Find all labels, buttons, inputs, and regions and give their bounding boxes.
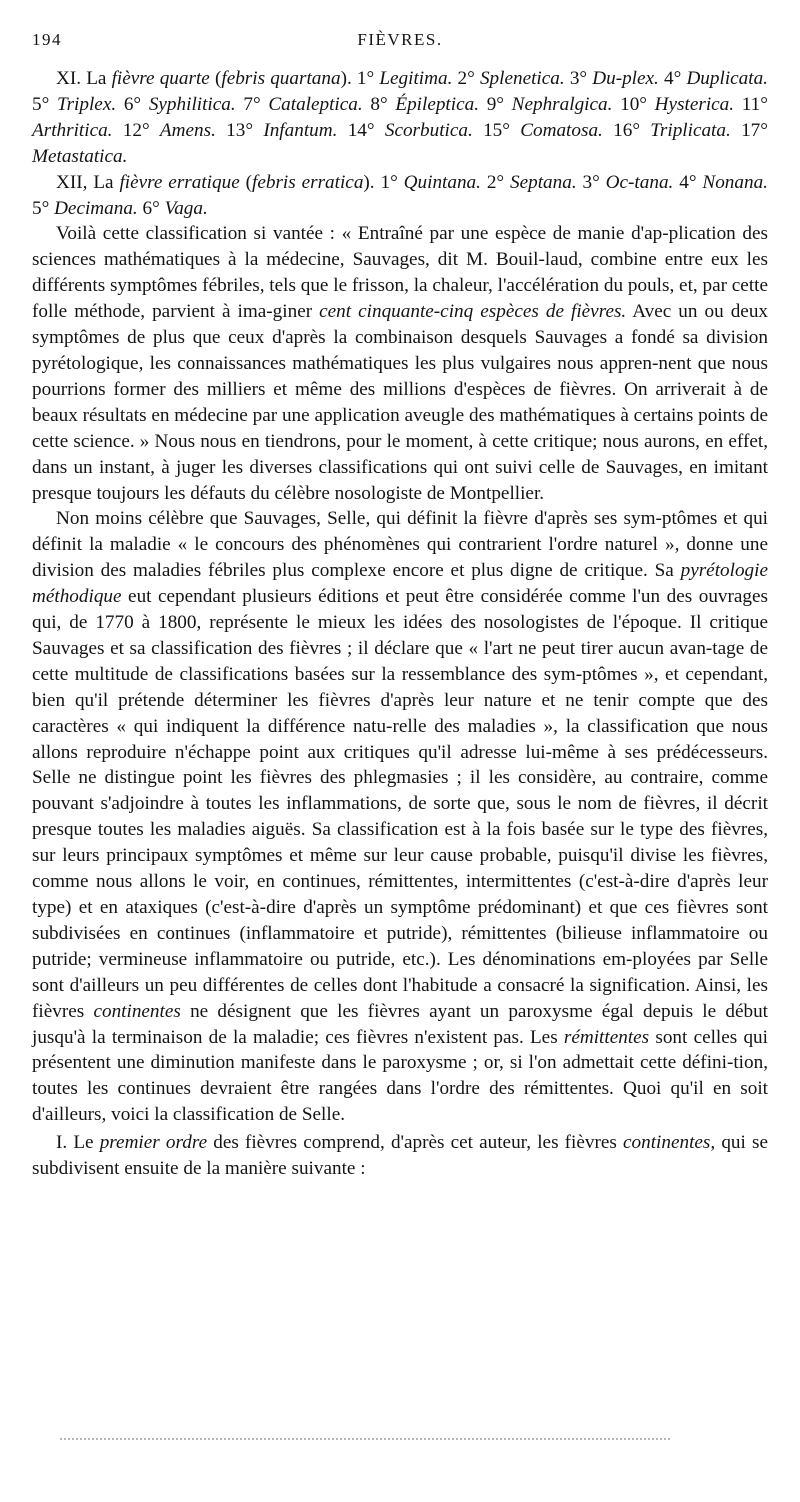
- body-text: [32, 66, 768, 1182]
- text-run: 15°: [472, 119, 521, 141]
- text-run: 3°: [564, 68, 593, 89]
- text-run: (: [209, 68, 222, 89]
- text-run: qui se subdivisent ensuite de la manière suivante :: [32, 1132, 768, 1180]
- text-run: 17°: [730, 119, 768, 141]
- text-run: 14°: [337, 119, 385, 141]
- italic-term: fièvre quarte: [111, 68, 210, 89]
- page-header: [32, 20, 768, 66]
- text-run: 7°: [235, 93, 269, 115]
- text-run: 10°: [612, 93, 655, 115]
- italic-term: Cataleptica.: [268, 93, 363, 115]
- text-run: Avec un ou deux symptômes de plus que ceux d'après la combinaison desquels Sauvages a fondé sa division pyrétologique, les connaissances mathématiques les plus vulgaires nous appren-nent que nous pourrions former des milliers et même des millions d'espèces de fièvres. On arriverait à de beaux résultats en médecine par une application aveugle des mathématiques à certains points de cette science. » Nous nous en tiendrons, pour le moment, à cette critique; nous aurons, en effet, dans un instant, à juger les diverses classifications qui ont suivi celle de Sauvages, en imitant presque toujours les défauts du célèbre nosologiste de Montpellier.: [32, 301, 769, 504]
- text-run: 2°: [480, 171, 510, 193]
- italic-term: cent cinquante-cinq espèces de fièvres.: [319, 301, 627, 323]
- paragraph-critique-sauvages: [32, 221, 768, 506]
- text-run: 4°: [658, 68, 687, 89]
- italic-term: Du-plex.: [592, 68, 659, 89]
- text-run: sont celles qui présentent une diminution manifeste dans le paroxysme ; or, si l'on admettait cette défini-tion, toutes les continues devraient être rangées dans l'ordre des rémittentes. Quoi qu'il en soit d'ailleurs, voici la classification de Selle.: [32, 1026, 768, 1126]
- text-run: ). 1°: [363, 171, 404, 193]
- italic-term: Legitima.: [379, 68, 453, 89]
- text-run: ne désignent que les fièvres ayant un paroxysme égal depuis le début jusqu'à la terminaison de la maladie; ces fièvres n'existent pas. Les: [32, 1000, 768, 1048]
- paragraph-selle: [32, 506, 768, 1128]
- page-number: 194: [32, 30, 62, 49]
- text-run: des fièvres comprend, d'après cet auteur, les fièvres: [207, 1132, 624, 1154]
- section-number: I.: [56, 1132, 68, 1154]
- italic-term: rémittentes: [563, 1026, 650, 1048]
- text-run: 13°: [215, 119, 264, 141]
- paragraph-erratique: [32, 170, 768, 222]
- italic-term: Septana.: [510, 171, 577, 193]
- italic-term: Quintana.: [403, 171, 481, 193]
- italic-term: Arthritica.: [32, 119, 113, 141]
- paragraph-quarte: [32, 66, 768, 170]
- text-run: 6°: [116, 93, 149, 115]
- italic-term: Decimana.: [54, 197, 138, 219]
- book-page: [32, 20, 768, 1482]
- italic-term: Metastatica.: [32, 145, 128, 167]
- text-run: La: [87, 171, 120, 193]
- italic-term: Vaga.: [164, 197, 208, 219]
- italic-term: Infantum.: [263, 119, 338, 141]
- footer-bleed-through: [60, 1438, 670, 1440]
- italic-term: febris erratica: [252, 171, 364, 193]
- text-run: 5°: [32, 93, 57, 115]
- italic-term: pyrétologie méthodique: [32, 560, 768, 608]
- italic-term: Comatosa.: [520, 119, 603, 141]
- text-run: 5°: [32, 197, 55, 219]
- text-run: ). 1°: [340, 68, 380, 89]
- text-run: Le: [67, 1132, 100, 1154]
- text-run: Non moins célèbre que Sauvages, Selle, qui définit la fièvre d'après ses sym-ptômes et qui définit la maladie « le concours des phénomènes qui contrarient l'ordre naturel », donne une division des maladies fébriles plus complexe encore et plus digne de critique. Sa: [32, 508, 768, 582]
- italic-term: Splenetica.: [479, 68, 565, 89]
- text-run: 2°: [452, 68, 480, 89]
- text-run: 11°: [734, 93, 768, 115]
- text-run: 8°: [362, 93, 396, 115]
- text-run: Voilà cette classification si vantée : « Entraîné par une espèce de manie d'ap-plication des sciences mathématiques à la médecine, Sauvages, dit M. Bouil-laud, combine entre eux les différents symptômes fébriles, tels que le frisson, la chaleur, l'accélération du pouls, et, par cette folle méthode, parvient à ima-giner: [32, 223, 769, 323]
- italic-term: Syphilitica.: [148, 93, 236, 115]
- italic-term: Duplicata.: [686, 68, 768, 89]
- text-run: 16°: [602, 119, 651, 141]
- italic-term: febris quartana: [221, 68, 341, 89]
- text-run: La: [81, 68, 112, 89]
- italic-term: fièvre erratique: [119, 171, 240, 193]
- italic-term: continentes,: [623, 1132, 716, 1154]
- text-run: 9°: [479, 93, 512, 115]
- text-run: 4°: [673, 171, 703, 193]
- text-run: 3°: [576, 171, 606, 193]
- section-number: XI.: [56, 68, 82, 89]
- italic-term: Épileptica.: [395, 93, 479, 115]
- text-run: eut cependant plusieurs éditions et peut être considérée comme l'un des ouvrages qui, de 1770 à 1800, représente le mieux les idées des nosologistes de l'époque. Il critique Sauvages et sa classification des fièvres ; il déclare que « l'art ne peut tirer aucun avan-tage de cette multitude de classifications basées sur la ressemblance des sym-ptômes », et cependant, bien qu'il prétende déterminer les fièvres d'après leur nature et ne tenir compte que des caractères « qui indiquent la différence natu-relle des maladies », la classification que nous allons reproduire n'échappe point aux critiques qu'il adresse lui-même à ses prédécesseurs. Selle ne distingue point les fièvres des phlegmasies ; il les considère, au contraire, comme pouvant s'adjoindre à toutes les inflammations, de sorte que, sous le nom de fièvres, il décrit presque toutes les maladies aiguës. Sa classification est à la fois basée sur le type des fièvres, sur leurs principaux symptômes et même sur leur cause probable, puisqu'il divise les fièvres, comme nous allons le voir, en continues, rémittentes, intermittentes (c'est-à-dire d'après leur type) et en ataxiques (c'est-à-dire d'après un symptôme prédominant) et que ces fièvres sont subdivisées en continues (inflammatoire et putride), rémittentes (bilieuse inflammatoire ou putride; vermineuse inflammatoire ou putride, etc.). Les dénominations em-ployées par Selle sont d'ailleurs un peu différentes de celles dont l'habitude a consacré la signification. Ainsi, les fièvres: [32, 586, 768, 1022]
- running-title: FIÈVRES.: [357, 30, 443, 49]
- text-run: 6°: [137, 197, 165, 219]
- italic-term: Nonana.: [702, 171, 768, 193]
- paragraph-premier-ordre: [32, 1130, 768, 1182]
- italic-term: Amens.: [159, 119, 216, 141]
- italic-term: Oc-tana.: [605, 171, 674, 193]
- text-run: 12°: [112, 119, 160, 141]
- italic-term: Hysterica.: [654, 93, 735, 115]
- italic-term: Triplex.: [56, 93, 117, 115]
- italic-term: premier ordre: [99, 1132, 208, 1154]
- italic-term: Nephralgica.: [511, 93, 613, 115]
- italic-term: Triplicata.: [650, 119, 731, 141]
- text-run: (: [239, 171, 252, 193]
- italic-term: Scorbutica.: [384, 119, 473, 141]
- section-number: XII,: [56, 171, 88, 193]
- italic-term: continentes: [93, 1000, 181, 1022]
